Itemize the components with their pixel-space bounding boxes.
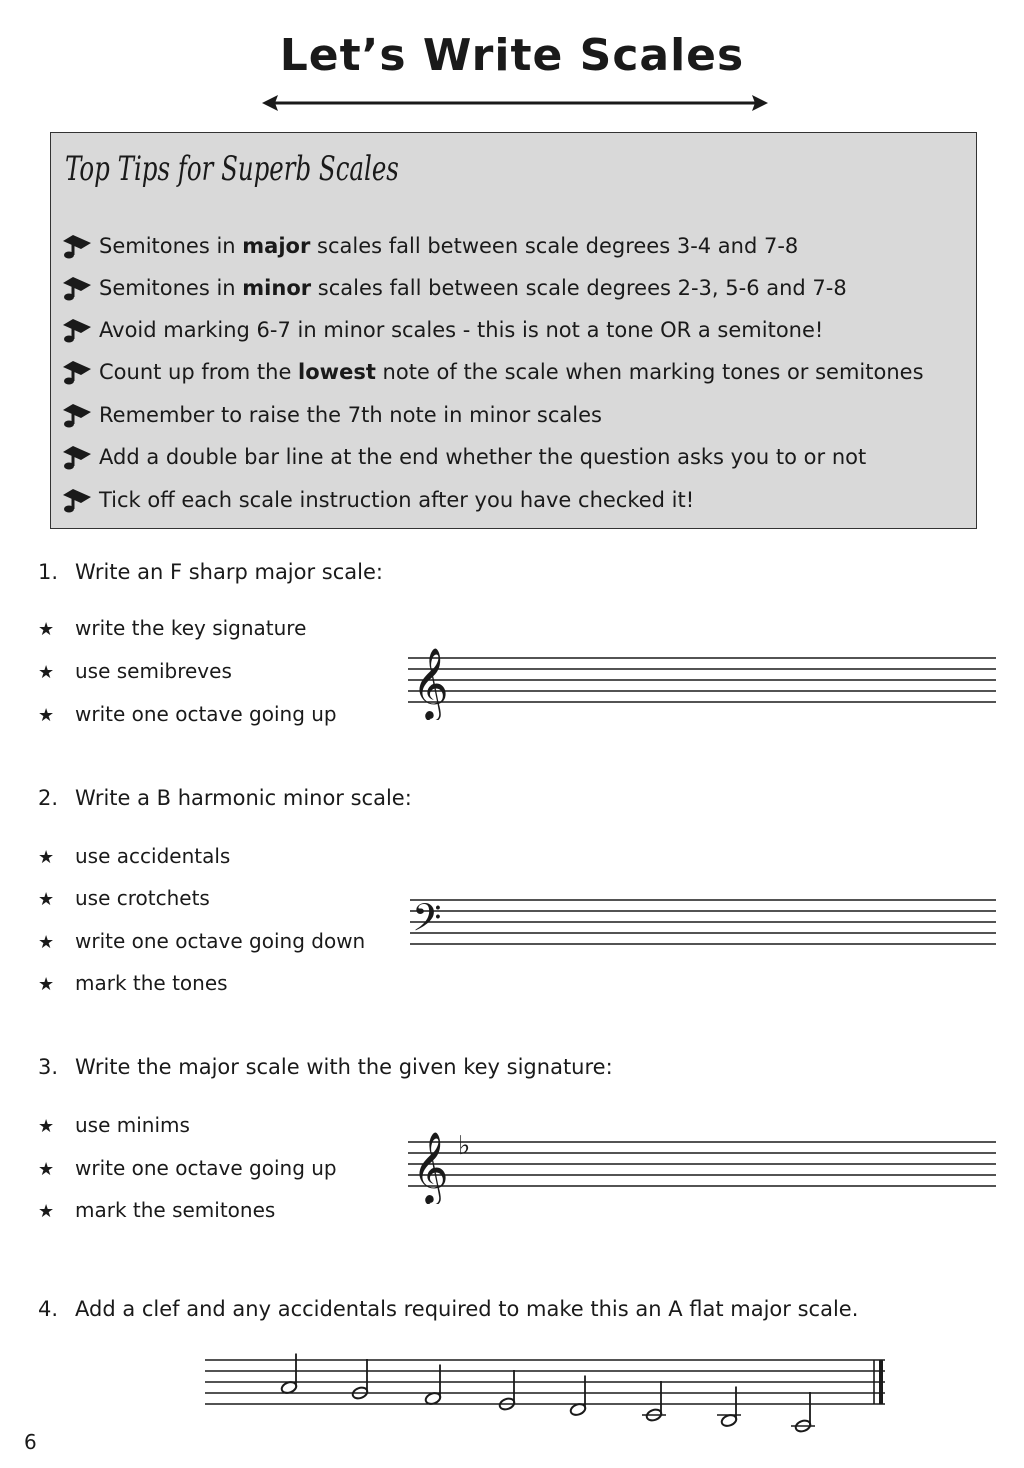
instruction-item: [38, 886, 210, 910]
question-text: Write an F sharp major scale:: [75, 560, 383, 584]
staff-question-1[interactable]: [408, 636, 996, 720]
page-title: Let’s Write Scales: [279, 30, 745, 81]
tip-text: Add a double bar line at the end whether the question asks you to or not: [99, 445, 867, 469]
instruction-text: write one octave going up: [75, 702, 337, 726]
double-arrow-icon: [262, 92, 768, 114]
tips-heading: Top Tips for Superb Scales: [65, 149, 399, 189]
question-1: [38, 560, 383, 584]
question-number: 1.: [38, 560, 59, 584]
star-icon: ★: [38, 932, 55, 953]
instruction-text: mark the semitones: [75, 1198, 276, 1222]
tip-item: [61, 309, 823, 351]
tip-item: [61, 394, 602, 436]
instruction-text: use crotchets: [75, 886, 210, 910]
tip-text: Avoid marking 6-7 in minor scales - this is not a tone OR a semitone!: [99, 318, 824, 342]
instruction-item: [38, 1156, 337, 1180]
tips-box: [50, 132, 977, 529]
music-note-icon: [61, 233, 93, 259]
staff-question-4[interactable]: [205, 1350, 885, 1440]
music-note-icon: [61, 317, 93, 343]
question-number: 2.: [38, 786, 59, 810]
staff-question-3[interactable]: [408, 1118, 996, 1204]
tip-text: Semitones in minor scales fall between scale degrees 2-3, 5-6 and 7-8: [99, 276, 847, 300]
tip-text: Semitones in major scales fall between scale degrees 3-4 and 7-8: [99, 234, 799, 258]
question-number: 3.: [38, 1055, 59, 1079]
star-icon: ★: [38, 662, 55, 683]
question-text: Add a clef and any accidentals required to make this an A flat major scale.: [75, 1297, 859, 1321]
page-number: 6: [24, 1430, 37, 1454]
instruction-item: [38, 1198, 275, 1222]
tip-item: [61, 267, 847, 309]
tip-item: [61, 225, 798, 267]
instruction-text: write one octave going down: [75, 929, 366, 953]
star-icon: ★: [38, 974, 55, 995]
instruction-text: use minims: [75, 1113, 190, 1137]
music-note-icon: [61, 487, 93, 513]
instruction-text: write the key signature: [75, 616, 307, 640]
instruction-item: [38, 971, 228, 995]
instruction-text: use semibreves: [75, 659, 232, 683]
music-note-icon: [61, 444, 93, 470]
music-note-icon: [61, 402, 93, 428]
staff-question-2[interactable]: [410, 884, 996, 954]
tip-item: [61, 436, 866, 478]
instruction-item: [38, 929, 365, 953]
question-text: Write a B harmonic minor scale:: [75, 786, 412, 810]
music-note-icon: [61, 359, 93, 385]
music-note-icon: [61, 275, 93, 301]
star-icon: ★: [38, 1201, 55, 1222]
instruction-text: mark the tones: [75, 971, 228, 995]
bass-clef-icon: 𝄢: [412, 895, 442, 949]
tip-text: Count up from the lowest note of the scale when marking tones or semitones: [99, 360, 924, 384]
instruction-item: [38, 616, 306, 640]
star-icon: ★: [38, 1159, 55, 1180]
instruction-text: use accidentals: [75, 844, 231, 868]
instruction-item: [38, 844, 230, 868]
question-2: [38, 786, 412, 810]
question-text: Write the major scale with the given key signature:: [75, 1055, 613, 1079]
treble-clef-icon: 𝄞: [412, 646, 449, 719]
question-3: [38, 1055, 613, 1079]
instruction-item: [38, 659, 232, 683]
question-4: [38, 1297, 858, 1321]
tip-item: [61, 351, 924, 393]
star-icon: ★: [38, 889, 55, 910]
instruction-item: [38, 702, 337, 726]
instruction-item: [38, 1113, 190, 1137]
treble-clef-icon: 𝄞: [412, 1130, 449, 1203]
tip-text: Tick off each scale instruction after you have checked it!: [99, 488, 695, 512]
question-number: 4.: [38, 1297, 59, 1321]
star-icon: ★: [38, 705, 55, 726]
tip-item: [61, 479, 694, 521]
tip-text: Remember to raise the 7th note in minor scales: [99, 403, 602, 427]
instruction-text: write one octave going up: [75, 1156, 337, 1180]
star-icon: ★: [38, 1116, 55, 1137]
star-icon: ★: [38, 847, 55, 868]
star-icon: ★: [38, 619, 55, 640]
flat-sign-icon: ♭: [458, 1131, 471, 1161]
